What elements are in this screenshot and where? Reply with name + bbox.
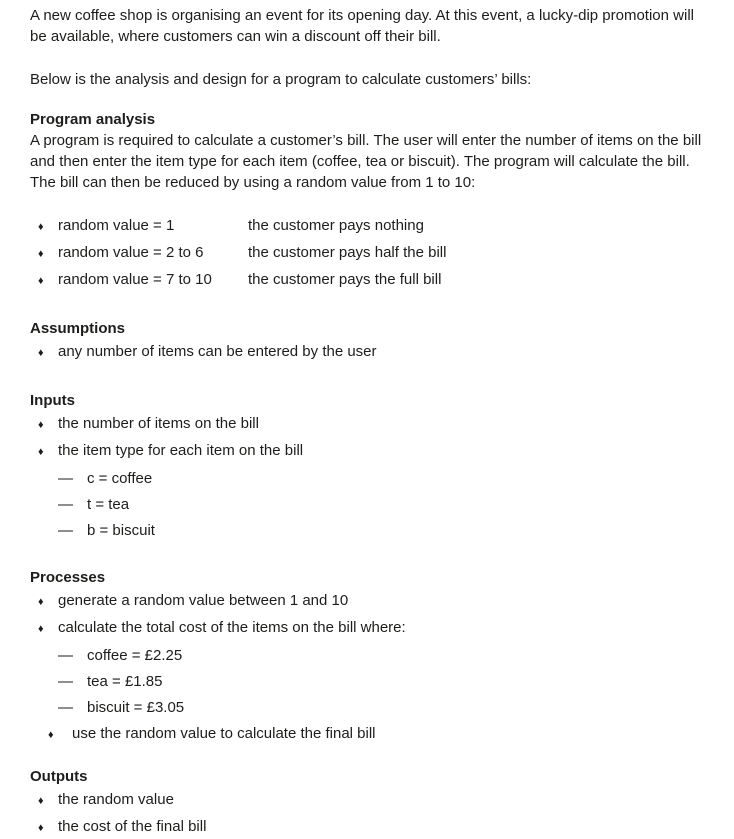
diamond-bullet-icon: ♦ xyxy=(38,623,44,635)
list-item xyxy=(30,590,708,613)
sub-list-item xyxy=(30,468,708,489)
outputs-title: Outputs xyxy=(30,768,88,785)
rule-row xyxy=(30,269,708,292)
inputs-title: Inputs xyxy=(30,392,75,409)
rule-outcome: the customer pays nothing xyxy=(248,217,424,234)
sub-bullet-text: biscuit = £3.05 xyxy=(87,699,185,716)
bullet-text: any number of items can be entered by the user xyxy=(58,343,377,360)
bullet-text: calculate the total cost of the items on the bill where: xyxy=(58,619,406,636)
rule-row xyxy=(30,215,708,238)
diamond-bullet-icon: ♦ xyxy=(38,248,44,260)
list-item xyxy=(30,413,708,436)
bullet-text: the cost of the final bill xyxy=(58,818,207,835)
sub-bullet-text: tea = £1.85 xyxy=(87,673,163,690)
list-item xyxy=(30,816,708,839)
lead-in-paragraph: Below is the analysis and design for a program to calculate customers’ bills: xyxy=(30,71,532,88)
bullet-text: the random value xyxy=(58,791,174,808)
diamond-bullet-icon: ♦ xyxy=(38,795,44,807)
sub-list-item xyxy=(30,520,708,541)
rule-outcome: the customer pays half the bill xyxy=(248,244,447,261)
list-item xyxy=(30,440,708,463)
diamond-bullet-icon: ♦ xyxy=(38,822,44,834)
rule-row xyxy=(30,242,708,265)
list-item xyxy=(30,723,708,746)
bullet-text: generate a random value between 1 and 10 xyxy=(58,592,349,609)
dash-bullet-icon: — xyxy=(58,470,73,487)
program-analysis-body: A program is required to calculate a customer’s bill. The user will enter the number of items on the bill and then enter the item type for each item (coffee, tea or biscuit). The program will calculate the bill. The bill can then be reduced by using a random value from 1 to 10: xyxy=(30,132,702,191)
sub-list-item xyxy=(30,494,708,515)
rule-condition: random value = 1 xyxy=(58,217,175,234)
random-value-rules xyxy=(30,215,708,292)
section-assumptions xyxy=(30,318,708,364)
sub-bullet-text: t = tea xyxy=(87,496,130,513)
list-item xyxy=(30,617,708,640)
processes-title: Processes xyxy=(30,569,106,586)
diamond-bullet-icon: ♦ xyxy=(38,347,44,359)
section-inputs xyxy=(30,390,708,541)
dash-bullet-icon: — xyxy=(58,673,73,690)
section-processes xyxy=(30,567,708,746)
sub-bullet-text: c = coffee xyxy=(87,470,153,487)
sub-list-item xyxy=(30,671,708,692)
diamond-bullet-icon: ♦ xyxy=(38,419,44,431)
bullet-text: the item type for each item on the bill xyxy=(58,442,304,459)
section-program-analysis xyxy=(30,109,708,292)
section-outputs xyxy=(30,766,708,839)
diamond-bullet-icon: ♦ xyxy=(38,221,44,233)
bullet-text: the number of items on the bill xyxy=(58,415,259,432)
rule-condition: random value = 2 to 6 xyxy=(58,244,204,261)
diamond-bullet-icon: ♦ xyxy=(38,596,44,608)
list-item xyxy=(30,789,708,812)
rule-condition: random value = 7 to 10 xyxy=(58,271,212,288)
assumptions-title: Assumptions xyxy=(30,320,126,337)
program-analysis-title: Program analysis xyxy=(30,111,156,128)
list-item xyxy=(30,341,708,364)
dash-bullet-icon: — xyxy=(58,699,73,716)
sub-bullet-text: b = biscuit xyxy=(87,522,155,539)
diamond-bullet-icon: ♦ xyxy=(38,275,44,287)
intro-paragraph: A new coffee shop is organising an event for its opening day. At this event, a lucky-dip promotion will be available, where customers can win a discount off their bill. xyxy=(30,7,694,45)
bullet-text: use the random value to calculate the final bill xyxy=(72,725,376,742)
sub-list-item xyxy=(30,645,708,666)
dash-bullet-icon: — xyxy=(58,496,73,513)
dash-bullet-icon: — xyxy=(58,647,73,664)
diamond-bullet-icon: ♦ xyxy=(48,729,54,741)
sub-bullet-text: coffee = £2.25 xyxy=(87,647,183,664)
dash-bullet-icon: — xyxy=(58,522,73,539)
sub-list-item xyxy=(30,697,708,718)
rule-outcome: the customer pays the full bill xyxy=(248,271,442,288)
diamond-bullet-icon: ♦ xyxy=(38,446,44,458)
